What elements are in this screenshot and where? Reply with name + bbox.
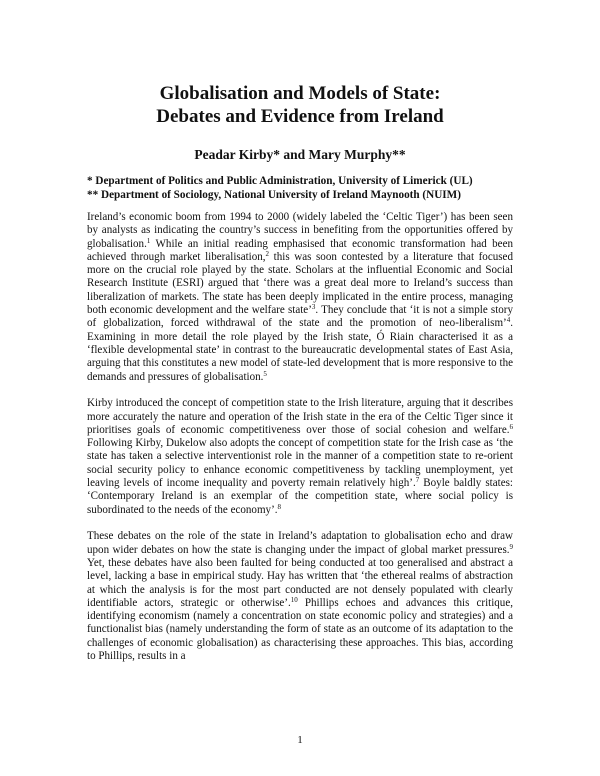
text-run: . Examining in more detail the role played by the Irish state, Ó Riain characterised it as a ‘flexible developmental state’ in contrast to the bureaucratic developmental states of East Asia, arguing that this constitutes a new model of state-led development that is more responsive to the demands and pressures of globalisation. bbox=[87, 317, 513, 383]
footnote-marker: 6 bbox=[509, 422, 513, 431]
page-number: 1 bbox=[297, 734, 303, 746]
footnote-marker: 4 bbox=[506, 316, 511, 325]
footnote-marker: 3 bbox=[311, 303, 316, 312]
text-run: Kirby introduced the concept of competition state to the Irish literature, arguing that it describes more accurately the nature and operation of the Irish state in the era of the Celtic Tiger since it prioritises goals of economic competitiveness over those of social cohesion and welfare. bbox=[87, 397, 513, 436]
text-run: Ireland’s economic boom from 1994 to 2000 (widely labeled the ‘Celtic Tiger’) has been seen by analysts as indicating the country’s success in benefiting from the opportunities offered by globalisation. bbox=[87, 211, 513, 250]
text-run: . They conclude that ‘it is not a simple story of globalization, forced withdrawal of the state and the promotion of neo-liberalism’ bbox=[87, 304, 513, 330]
footnote-marker: 10 bbox=[290, 595, 298, 604]
title-line-1: Globalisation and Models of State: bbox=[159, 83, 441, 104]
text-run: While an initial reading emphasised that economic transformation had been achieved through market liberalisation, bbox=[87, 237, 513, 263]
body-text bbox=[87, 211, 513, 677]
text-run: Phillips echoes and advances this critique, identifying economism (namely a concentration on state economic policy and strategies) and a functionalist bias (namely understanding the form of state as an outcome of its adaptation to the challenges of economic globalisation) as characterising these approaches. This bias, according to Phillips, results in a bbox=[87, 596, 513, 662]
footnote-marker: 2 bbox=[265, 249, 270, 258]
text-run: Yet, these debates have also been faulted for being conducted at too generalised and abstract a level, lacking a base in empirical study. Hay has written that ‘the ethereal realms of abstraction at which the analysis is for the most part conducted are not densely populated with clearly identifiable actors, strategic or otherwise’. bbox=[87, 556, 513, 609]
affiliations bbox=[87, 174, 527, 202]
text-run: Following Kirby, Dukelow also adopts the concept of competition state for the Irish case as ‘the state has taken a selective interventionist role in the manner of a competition state to re-orient social security policy to enhance economic competitiveness by tackling unemployment, yet leaving levels of income inequality and poverty remain relatively high’. bbox=[87, 437, 513, 490]
footnote-marker: 1 bbox=[146, 236, 151, 245]
paper-title bbox=[0, 82, 600, 128]
paragraph-3 bbox=[87, 530, 513, 663]
title-line-2: Debates and Evidence from Ireland bbox=[156, 106, 444, 127]
paragraph-1 bbox=[87, 211, 513, 384]
footnote-marker: 5 bbox=[263, 369, 267, 378]
text-run: These debates on the role of the state in Ireland’s adaptation to globalisation echo and draw upon wider debates on how the state is changing under the impact of global market pressures. bbox=[87, 530, 513, 556]
text-run: Boyle baldly states: ‘Contemporary Ireland is an exemplar of the competition state, where social policy is subordinated to the needs of the economy’. bbox=[87, 477, 513, 516]
footnote-marker: 7 bbox=[415, 476, 420, 485]
author-line: Peadar Kirby* and Mary Murphy** bbox=[194, 147, 406, 162]
paragraph-2 bbox=[87, 397, 513, 517]
affiliation-ul: * Department of Politics and Public Administration, University of Limerick (UL) bbox=[87, 175, 473, 187]
footnote-marker: 9 bbox=[509, 542, 513, 551]
footnote-marker: 8 bbox=[277, 502, 282, 511]
affiliation-nuim: ** Department of Sociology, National University of Ireland Maynooth (NUIM) bbox=[87, 189, 461, 201]
text-run: this was soon contested by a literature that focused more on the crucial role played by the state. Scholars at the influential Economic and Social Research Institute (ESRI) argued that ‘there was a great deal more to Ireland’s success than liberalization of markets. The state has been deeply implicated in the entire process, managing both economic development and the welfare state’ bbox=[87, 250, 513, 317]
